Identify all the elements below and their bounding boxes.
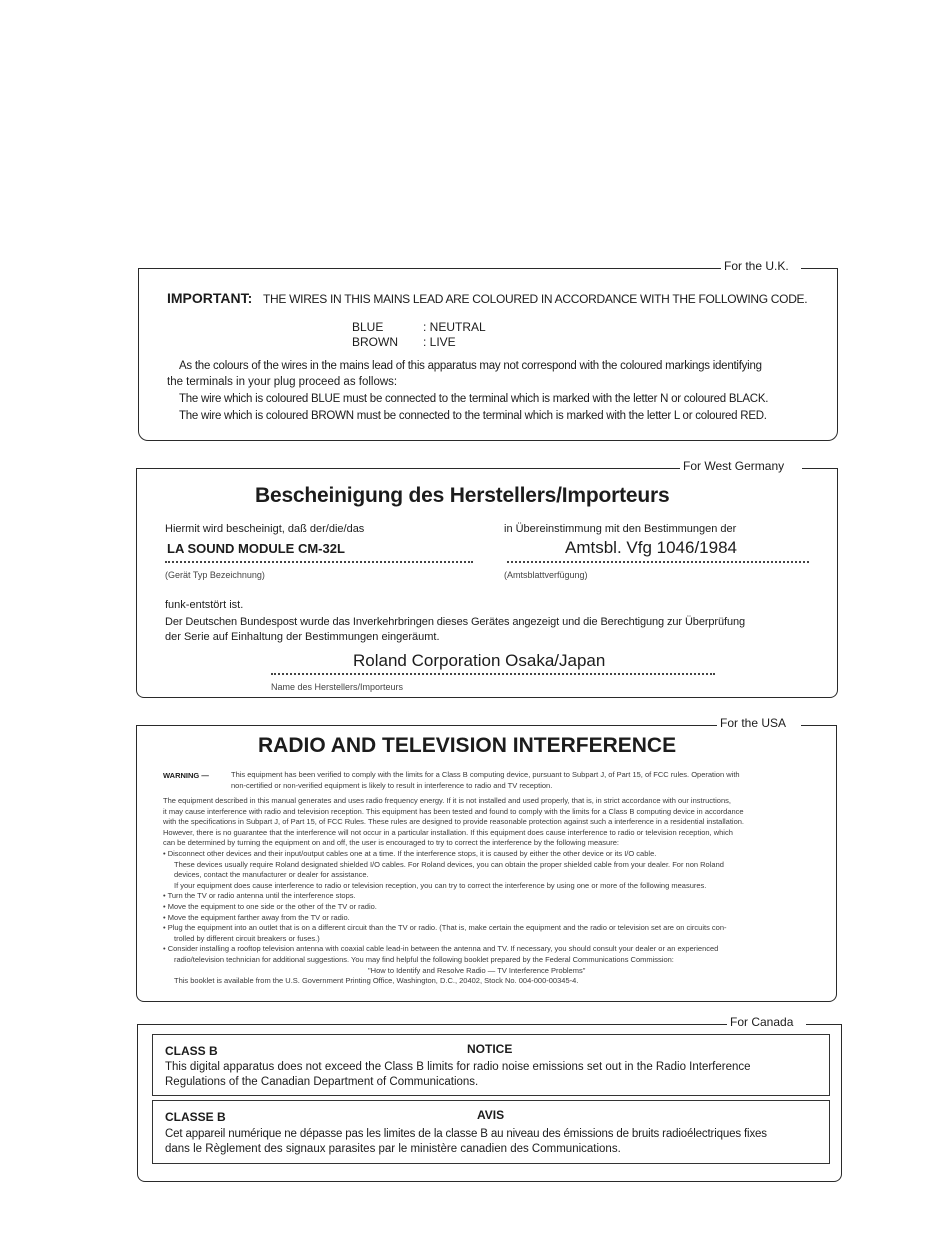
- us-warning-line-2: non-certified or non-verified equipment is likely to result in interference to radio and TV reception.: [231, 780, 553, 790]
- de-manufacturer-dotted-line: [271, 673, 715, 675]
- us-bullet-move-away: • Move the equipment farther away from the TV or radio.: [163, 913, 744, 924]
- us-bullet-turn-antenna: • Turn the TV or radio antenna until the interference stops.: [163, 891, 744, 902]
- uk-top-rule: [139, 268, 724, 269]
- de-status: funk-entstört ist.: [165, 599, 244, 611]
- us-region-label: For the USA: [717, 716, 789, 730]
- usa-notice-panel: [136, 716, 837, 1002]
- important-text: THE WIRES IN THIS MAINS LEAD ARE COLOURED IN ACCORDANCE WITH THE FOLLOWING CODE.: [263, 292, 808, 306]
- de-manufacturer-caption: Name des Herstellers/Importeurs: [271, 682, 404, 692]
- uk-region-label: For the U.K.: [721, 259, 792, 273]
- us-bullet-plug-line-2: trolled by different circuit breakers or fuses.): [174, 933, 320, 943]
- ca-french-notice-box: [152, 1100, 830, 1164]
- us-top-rule: [137, 725, 720, 726]
- ca-avis-line-1: Cet appareil numérique ne dépasse pas les limites de la classe B au niveau des émissions de bruits radioélectriques fixes: [165, 1128, 767, 1140]
- ca-english-notice-box: [152, 1034, 830, 1096]
- us-line-1: The equipment described in this manual generates and uses radio frequency energy. If it is not installed and used properly, that is, in strict accordance with our instructions,: [163, 796, 731, 805]
- ca-notice-heading: NOTICE: [467, 1042, 513, 1056]
- us-bullet-move-side: • Move the equipment to one side or the other of the TV or radio.: [163, 902, 744, 913]
- ca-class-b-label: CLASS B: [165, 1044, 218, 1058]
- us-booklet-title: "How to Identify and Resolve Radio — TV Interference Problems": [368, 965, 586, 975]
- de-regulation-caption: (Amtsblattverfügung): [504, 570, 588, 580]
- germany-notice-panel: [136, 459, 838, 698]
- ca-region-label: For Canada: [727, 1015, 796, 1029]
- ca-top-rule: [138, 1024, 728, 1025]
- us-line-2: it may cause interference with radio and television reception. This equipment has been tested and found to comply with the limits for a Class B computing device in accordance: [163, 806, 744, 816]
- de-manufacturer: Roland Corporation Osaka/Japan: [353, 651, 606, 670]
- code-color-blue: BLUE: [352, 320, 384, 334]
- de-product-name: LA SOUND MODULE CM-32L: [167, 541, 345, 556]
- de-product-caption: (Gerät Typ Bezeichnung): [165, 570, 265, 580]
- us-line-3: with the specifications in Subpart J, of Part 15, of FCC Rules. These rules are designed to provide reasonable protection against such a interference in a residential installation.: [163, 817, 745, 827]
- canada-notice-panel: [137, 1015, 842, 1182]
- us-bullet-disconnect: • Disconnect other devices and their input/output cables one at a time. If the interference stops, it is caused by either the other device or its I/O cable.: [163, 849, 744, 860]
- de-top-rule: [137, 468, 682, 469]
- de-regulation-dotted-line: [507, 561, 809, 563]
- us-bullet-plug: • Plug the equipment into an outlet that is on a different circuit than the TV or radio. (That is, make certain the equipment and the radio or television set are on circuits con-: [163, 923, 744, 934]
- us-line-5: can be determined by turning the equipment on and off, the user is encouraged to try to correct the interference by the following measure:: [163, 838, 619, 848]
- ca-notice-line-2: Regulations of the Canadian Department of Communications.: [165, 1076, 479, 1088]
- us-title: RADIO AND TELEVISION INTERFERENCE: [258, 734, 677, 757]
- de-body-line-1: Der Deutschen Bundespost wurde das Inverkehrbringen dieses Gerätes angezeigt und die Berechtigung zur Überprüfung: [165, 616, 746, 628]
- de-body-line-2: der Serie auf Einhaltung der Bestimmungen eingeräumt.: [165, 631, 440, 643]
- ca-avis-line-2: dans le Règlement des signaux parasites par le ministère canadien des Communications.: [165, 1143, 621, 1155]
- us-measures-intro: If your equipment does cause interference to radio or television reception, you can try to correct the interference by using one or more of the following measures.: [174, 880, 707, 890]
- us-body: [163, 796, 744, 987]
- uk-paragraph-line-1: As the colours of the wires in the mains lead of this apparatus may not correspond with the coloured markings identifying: [179, 360, 762, 372]
- us-bullet-disconnect-line-2: These devices usually require Roland designated shielded I/O cables. For Roland devices, you can obtain the proper shielded cable from your dealer. For non Roland: [174, 859, 724, 869]
- us-warning-label: WARNING —: [163, 771, 209, 780]
- uk-notice-panel: [138, 259, 838, 441]
- de-region-label: For West Germany: [680, 459, 787, 473]
- us-bullet-consider: • Consider installing a rooftop television antenna with coaxial cable lead-in between the antenna and TV. If necessary, you should consult your dealer or an experienced: [163, 944, 744, 955]
- de-right-intro: in Übereinstimmung mit den Bestimmungen der: [504, 523, 737, 535]
- us-availability: This booklet is available from the U.S. Government Printing Office, Washington, D.C., 20402, Stock No. 004-000-00345-4.: [174, 976, 579, 986]
- ca-top-rule-right: [806, 1024, 842, 1025]
- de-title: Bescheinigung des Herstellers/Importeurs: [255, 484, 670, 507]
- uk-paragraph-line-2: the terminals in your plug proceed as follows:: [167, 376, 398, 388]
- us-top-rule-right: [801, 725, 837, 726]
- us-warning-line-1: This equipment has been verified to comply with the limits for a Class B computing device, pursuant to Subpart J, of Part 15, of FCC rules. Operation with: [231, 770, 740, 779]
- code-color-brown: BROWN: [352, 335, 398, 349]
- de-product-dotted-line: [165, 561, 473, 563]
- code-meaning-live: : LIVE: [423, 335, 456, 349]
- uk-brown-rule: The wire which is coloured BROWN must be connected to the terminal which is marked with the letter L or coloured RED.: [179, 410, 767, 422]
- ca-classe-b-label: CLASSE B: [165, 1110, 226, 1124]
- important-label: IMPORTANT:: [167, 290, 253, 306]
- us-line-4: However, there is no guarantee that the interference will not occur in a particular installation. If this equipment does cause interference to radio or television reception, which: [163, 827, 733, 837]
- ca-avis-heading: AVIS: [477, 1108, 505, 1122]
- de-left-intro: Hiermit wird bescheinigt, daß der/die/das: [165, 523, 365, 535]
- uk-top-rule-right: [801, 268, 837, 269]
- de-top-rule-right: [802, 468, 838, 469]
- code-meaning-neutral: : NEUTRAL: [423, 320, 486, 334]
- de-regulation: Amtsbl. Vfg 1046/1984: [565, 538, 738, 557]
- us-bullet-consider-line-2: radio/television technician for additional suggestions. You may find helpful the following booklet prepared by the Federal Communications Commission:: [174, 954, 674, 964]
- us-warning-text: [231, 770, 740, 791]
- uk-blue-rule: The wire which is coloured BLUE must be connected to the terminal which is marked with the letter N or coloured BLACK.: [179, 393, 769, 405]
- us-bullet-disconnect-line-3: devices, contact the manufacturer or dealer for assistance.: [174, 870, 369, 880]
- ca-notice-line-1: This digital apparatus does not exceed the Class B limits for radio noise emissions set out in the Radio Interference: [165, 1061, 751, 1073]
